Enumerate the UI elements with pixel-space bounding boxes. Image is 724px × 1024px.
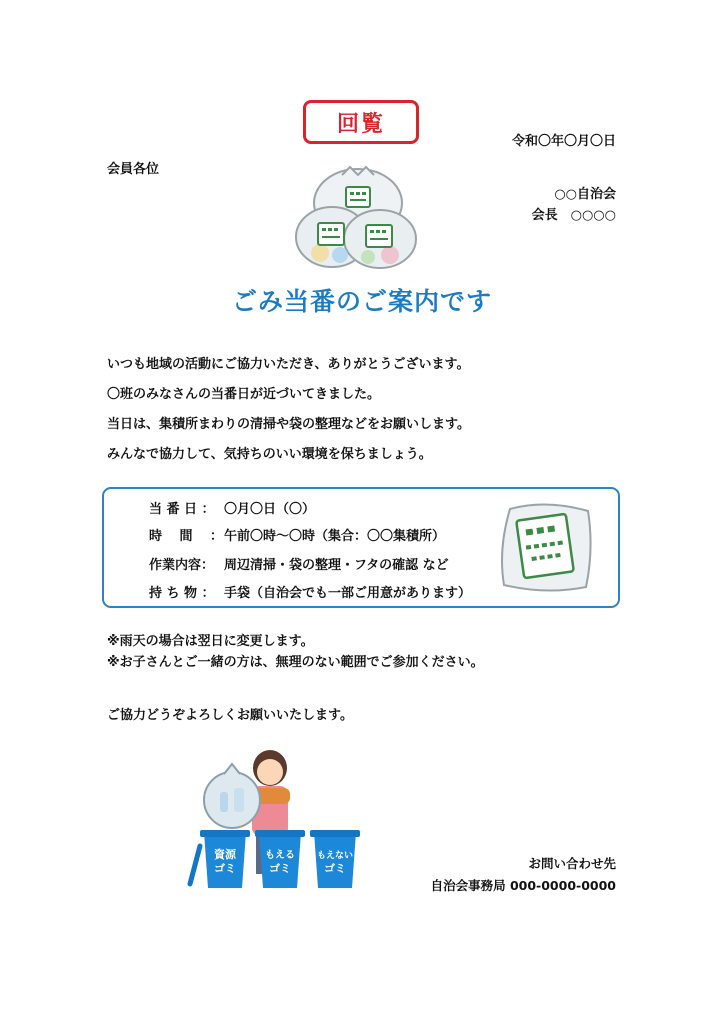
info-value: 〇月〇日（〇） bbox=[224, 502, 316, 517]
org-chair: 会長 ○○○○ bbox=[531, 208, 616, 223]
intro-line: 〇班のみなさんの当番日が近づいてきました。 bbox=[107, 387, 381, 402]
bin-label: 資源 bbox=[214, 848, 236, 861]
closing-text: ご協力どうぞよろしくお願いいたします。 bbox=[107, 708, 353, 723]
info-label: 作業内容： bbox=[149, 558, 215, 573]
issue-date: 令和〇年〇月〇日 bbox=[511, 134, 616, 149]
info-row-tasks bbox=[149, 554, 449, 573]
bin-label: ゴミ bbox=[269, 862, 291, 875]
info-label: 時 間 ： bbox=[149, 529, 224, 544]
addressee: 会員各位 bbox=[107, 162, 160, 177]
contact-block bbox=[431, 853, 616, 897]
note-line: ※雨天の場合は翌日に変更します。 bbox=[107, 634, 314, 649]
info-value: 午前〇時～〇時（集合：〇〇集積所） bbox=[224, 529, 446, 544]
info-row-time bbox=[149, 525, 445, 544]
bin-label: ゴミ bbox=[214, 862, 236, 875]
info-label: 当 番 日 ： bbox=[149, 502, 215, 517]
info-value: 手袋（自治会でも一部ご用意があります） bbox=[224, 586, 472, 601]
intro-line: みんなで協力して、気持ちのいい環境を保ちましょう。 bbox=[107, 447, 432, 462]
sender-block bbox=[532, 184, 616, 226]
info-label: 持 ち 物 ： bbox=[149, 586, 215, 601]
trash-bins-icon bbox=[186, 826, 366, 888]
contact-line: 自治会事務局 000-0000-0000 bbox=[430, 878, 616, 893]
org-name: ○○自治会 bbox=[554, 187, 616, 202]
duty-info-box bbox=[102, 487, 620, 608]
info-value: 周辺清掃・袋の整理・フタの確認 など bbox=[224, 558, 449, 573]
info-row-items bbox=[149, 582, 471, 601]
contact-label: お問い合わせ先 bbox=[528, 856, 616, 871]
bin-label: ゴミ bbox=[324, 862, 346, 875]
intro-line: いつも地域の活動にご協力いただき、ありがとうございます。 bbox=[107, 357, 470, 372]
bin-label: もえない bbox=[316, 851, 354, 861]
intro-line: 当日は、集積所まわりの清掃や袋の整理などをお願いします。 bbox=[107, 417, 470, 432]
note-line: ※お子さんとご一緒の方は、無理のない範囲でご参加ください。 bbox=[107, 655, 484, 670]
intro-text bbox=[107, 350, 470, 470]
bin-label: もえる bbox=[265, 850, 295, 861]
garbage-bag-icon bbox=[496, 499, 596, 597]
garbage-bags-icon bbox=[290, 163, 420, 270]
page-title: ごみ当番のご案内です bbox=[231, 287, 492, 316]
notes bbox=[107, 631, 484, 673]
circulation-stamp: 回覧 bbox=[303, 100, 419, 144]
info-row-date bbox=[149, 498, 315, 517]
